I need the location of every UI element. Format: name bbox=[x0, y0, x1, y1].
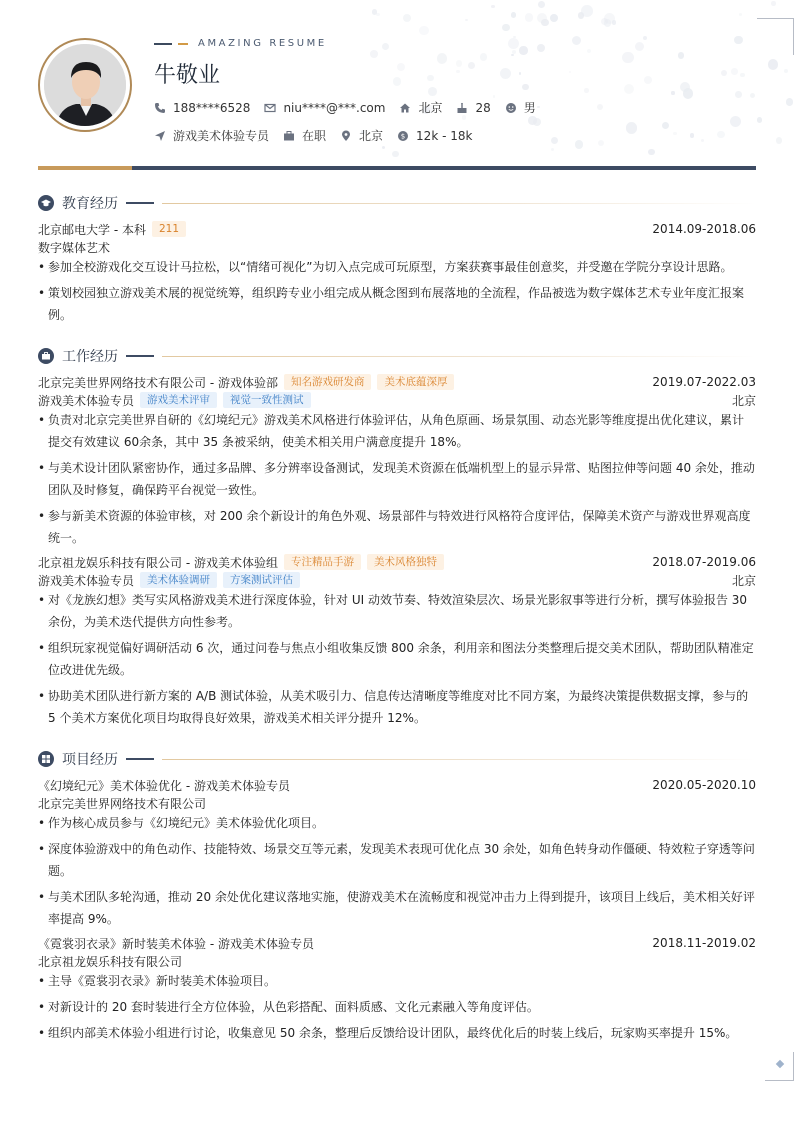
speckle-dot bbox=[508, 38, 519, 49]
bullet-text: 负责对北京完美世界自研的《幻境纪元》游戏美术风格进行体验评估，从角色原画、场景氛围、动态光影等维度提出优化建议，累计 bbox=[48, 413, 745, 427]
speckle-dot bbox=[701, 139, 704, 142]
section-rule bbox=[126, 355, 154, 357]
speckle-dot bbox=[597, 104, 603, 110]
speckle-dot bbox=[397, 63, 405, 71]
list-item-continuation bbox=[38, 611, 756, 633]
speckle-dot bbox=[730, 116, 741, 127]
divider-gold-segment bbox=[38, 166, 132, 170]
status-text: 在职 bbox=[302, 129, 327, 143]
speckle-dot bbox=[750, 93, 755, 98]
section-title: 工作经历 bbox=[62, 349, 118, 365]
education-major-row bbox=[38, 238, 756, 256]
money-icon bbox=[397, 130, 409, 142]
bullet-text: 对新设计的 20 套时装进行全方位体验，从色彩搭配、面料质感、文化元素融入等角度评估。 bbox=[48, 1000, 539, 1014]
speckle-dot bbox=[500, 68, 512, 80]
list-item: • 深度体验游戏中的角色动作、技能特效、场景交互等元素，发现美术表现可优化点 30 余处，如角色转身动作僵硬、特效粒子穿透等问 bbox=[38, 838, 756, 860]
speckle-dot bbox=[372, 9, 377, 14]
send-icon bbox=[154, 130, 166, 142]
speckle-dot bbox=[511, 54, 514, 57]
skill-tag: 美术体验调研 bbox=[140, 572, 217, 588]
speckle-dot bbox=[635, 42, 644, 51]
job-intent-row bbox=[154, 127, 486, 144]
speckle-dot bbox=[392, 151, 398, 157]
speckle-dot bbox=[662, 122, 669, 129]
bullet-text: 团队及时修复，确保跨平台视觉一致性。 bbox=[48, 483, 265, 497]
speckle-dot bbox=[776, 137, 783, 144]
major: 数字媒体艺术 bbox=[38, 240, 111, 255]
bullet-text: 策划校园独立游戏美术展的视觉统筹，组织跨专业小组完成从概念图到布展落地的全流程，作品被选为数字媒体艺术专业年度汇报案 bbox=[48, 286, 745, 300]
section-rule-fade bbox=[162, 356, 756, 357]
speckle-dot bbox=[768, 59, 779, 70]
speckle-dot bbox=[551, 148, 554, 151]
list-item: • 参与新美术资源的体验审核，对 200 余个新设计的角色外观、场景部件与特效进行风格符合度评估，保障美术资产与游戏世界观高度 bbox=[38, 505, 756, 527]
bullet-text: 参与新美术资源的体验审核，对 200 余个新设计的角色外观、场景部件与特效进行风格符合度评估，保障美术资产与游戏世界观高度 bbox=[48, 509, 751, 523]
education-school-row bbox=[38, 220, 756, 238]
bullet-text: 率提高 9%。 bbox=[48, 912, 119, 926]
list-item: • 参加全校游戏化交互设计马拉松，以“情绪可视化”为切入点完成可玩原型，方案获赛事最佳创意奖，并受邀在学院分享设计思路。 bbox=[38, 256, 756, 278]
target-city-item bbox=[340, 127, 383, 144]
header-divider bbox=[38, 166, 756, 170]
project-date: 2020.05-2020.10 bbox=[652, 778, 756, 792]
briefcase-icon bbox=[283, 130, 295, 142]
bullet-text: 余份，为美术迭代提供方向性参考。 bbox=[48, 615, 241, 629]
speckle-dot bbox=[493, 95, 495, 97]
bullet-text: 位改进优先级。 bbox=[48, 663, 133, 677]
speckle-dot bbox=[519, 46, 527, 54]
speckle-dot bbox=[648, 149, 654, 155]
age-text: 28 bbox=[475, 100, 491, 115]
list-item: • 负责对北京完美世界自研的《幻境纪元》游戏美术风格进行体验评估，从角色原画、场景氛围、动态光影等维度提出优化建议，累计 bbox=[38, 409, 756, 431]
speckle-dot bbox=[643, 36, 647, 40]
speckle-dot bbox=[587, 49, 591, 53]
city-text: 北京 bbox=[418, 101, 443, 115]
speckle-dot bbox=[673, 132, 676, 135]
mail-icon bbox=[264, 102, 276, 114]
speckle-dot bbox=[491, 5, 495, 9]
work-position-row bbox=[38, 391, 756, 409]
speckle-dot bbox=[370, 50, 378, 58]
speckle-dot bbox=[551, 137, 558, 144]
gender-item bbox=[505, 99, 536, 116]
skill-tag: 方案测试评估 bbox=[223, 572, 300, 588]
speckle-dot bbox=[598, 140, 605, 147]
speckle-dot bbox=[717, 131, 724, 138]
speckle-dot bbox=[550, 14, 558, 22]
company-tag: 知名游戏研发商 bbox=[284, 374, 372, 390]
speckle-dot bbox=[393, 77, 402, 86]
project-date: 2018.11-2019.02 bbox=[652, 936, 756, 950]
speckle-dot bbox=[519, 72, 522, 75]
bullet-text: 与美术团队多轮沟通，推动 20 余处优化建议落地实施，使游戏美术在流畅度和视觉冲击力上得到提升，该项目上线后，美术相关好评 bbox=[48, 890, 755, 904]
list-item-continuation bbox=[38, 527, 756, 549]
list-item-continuation bbox=[38, 479, 756, 501]
salary-item bbox=[397, 129, 472, 143]
candidate-name: 牛敬业 bbox=[154, 63, 221, 88]
list-item-continuation bbox=[38, 908, 756, 930]
project-company: 北京完美世界网络技术有限公司 bbox=[38, 796, 207, 811]
email-text: niu****@***.com bbox=[283, 100, 386, 115]
speckle-dot bbox=[771, 1, 776, 6]
tagline-text: AMAZING RESUME bbox=[198, 38, 327, 49]
grid-icon bbox=[38, 751, 54, 767]
briefcase-icon bbox=[38, 348, 54, 364]
avatar bbox=[38, 38, 132, 132]
school-tag: 211 bbox=[152, 221, 186, 237]
bullet-text: 与美术设计团队紧密协作，通过多品牌、多分辨率设备测试，发现美术资源在低端机型上的显示异常、贴图拉伸等问题 40 余处，推动 bbox=[48, 461, 755, 475]
bullet-text: 组织内部美术体验小组进行讨论，收集意见 50 余条，整理后反馈给设计团队，最终优化后的时装上线后，玩家购买率提升 15%。 bbox=[48, 1026, 738, 1040]
school-name: 北京邮电大学 - 本科 bbox=[38, 222, 146, 237]
bullet-text: 深度体验游戏中的角色动作、技能特效、场景交互等元素，发现美术表现可优化点 30 余处，如角色转身动作僵硬、特效粒子穿透等问 bbox=[48, 842, 755, 856]
section-work bbox=[38, 346, 756, 366]
speckle-dot bbox=[480, 53, 487, 60]
list-item-continuation bbox=[38, 659, 756, 681]
speckle-dot bbox=[538, 1, 545, 8]
speckle-dot bbox=[528, 116, 537, 125]
tagline-bar bbox=[154, 43, 172, 45]
company-tag: 美术风格独特 bbox=[367, 554, 444, 570]
speckle-dot bbox=[456, 60, 462, 66]
bullet-text: 作为核心成员参与《幻境纪元》美术体验优化项目。 bbox=[48, 816, 325, 830]
speckle-dot bbox=[671, 91, 674, 94]
list-item: • 与美术设计团队紧密协作，通过多品牌、多分辨率设备测试，发现美术资源在低端机型上的显示异常、贴图拉伸等问题 40 余处，推动 bbox=[38, 457, 756, 479]
speckle-dot bbox=[584, 88, 588, 92]
resume-tagline bbox=[154, 38, 327, 49]
speckle-dot bbox=[569, 71, 571, 73]
company-tag: 专注精品手游 bbox=[284, 554, 361, 570]
company-name: 北京完美世界网络技术有限公司 - 游戏体验部 bbox=[38, 375, 278, 390]
section-projects bbox=[38, 749, 756, 769]
speckle-dot bbox=[522, 84, 528, 90]
list-item-continuation bbox=[38, 860, 756, 882]
work-location: 北京 bbox=[731, 393, 756, 408]
speckle-dot bbox=[427, 75, 434, 82]
divider-navy-segment bbox=[132, 166, 756, 170]
section-rule bbox=[126, 758, 154, 760]
speckle-dot bbox=[468, 62, 475, 69]
location-pin-icon bbox=[340, 130, 352, 142]
list-item: • 组织内部美术体验小组进行讨论，收集意见 50 余条，整理后反馈给设计团队，最终优化后的时装上线后，玩家购买率提升 15%。 bbox=[38, 1022, 756, 1044]
list-item: • 组织玩家视觉偏好调研活动 6 次，通过问卷与焦点小组收集反馈 800 余条，利用亲和图法分类整理后提交美术团队，帮助团队精准定 bbox=[38, 637, 756, 659]
speckle-dot bbox=[572, 36, 581, 45]
speckle-dot bbox=[419, 26, 429, 36]
section-title: 项目经历 bbox=[62, 752, 118, 768]
phone-item bbox=[154, 101, 250, 115]
speckle-dot bbox=[428, 87, 437, 96]
speckle-dot bbox=[786, 98, 793, 105]
speckle-dot bbox=[437, 53, 447, 63]
speckle-dot bbox=[624, 84, 634, 94]
speckle-dot bbox=[511, 12, 517, 18]
tagline-bar-accent bbox=[178, 43, 188, 45]
list-item: • 协助美术团队进行新方案的 A/B 测试体验，从美术吸引力、信息传达清晰度等维度对比不同方案，为最终决策提供数据支撑，参与的 bbox=[38, 685, 756, 707]
position-name: 游戏美术体验专员 bbox=[38, 393, 135, 408]
section-education bbox=[38, 193, 756, 213]
speckle-dot bbox=[784, 69, 788, 73]
list-item-continuation bbox=[38, 707, 756, 729]
bullet-text: 统一。 bbox=[48, 531, 85, 545]
bullet-text: 对《龙族幻想》类写实风格游戏美术进行深度体验，针对 UI 动效节奏、特效渲染层次、场景光影叙事等进行分析，撰写体验报告 30 bbox=[48, 593, 748, 607]
speckle-dot bbox=[612, 20, 617, 25]
list-item: • 对《龙族幻想》类写实风格游戏美术进行深度体验，针对 UI 动效节奏、特效渲染层次、场景光影叙事等进行分析，撰写体验报告 30 bbox=[38, 589, 756, 611]
work-date: 2019.07-2022.03 bbox=[652, 375, 756, 389]
skill-tag: 视觉一致性测试 bbox=[223, 392, 311, 408]
speckle-dot bbox=[465, 19, 467, 21]
work-company-row bbox=[38, 553, 756, 571]
speckle-dot bbox=[740, 73, 744, 77]
speckle-dot bbox=[604, 19, 612, 27]
speckle-dot bbox=[721, 70, 727, 76]
home-icon bbox=[399, 102, 411, 114]
position-name: 游戏美术体验专员 bbox=[38, 573, 135, 588]
target-position-text: 游戏美术体验专员 bbox=[173, 129, 270, 143]
target-city-text: 北京 bbox=[359, 129, 384, 143]
speckle-dot bbox=[575, 140, 584, 149]
speckle-dot bbox=[456, 70, 459, 73]
bullet-text: 题。 bbox=[48, 864, 73, 878]
list-item: • 对新设计的 20 套时装进行全方位体验，从色彩搭配、面料质感、文化元素融入等角度评估。 bbox=[38, 996, 756, 1018]
speckle-dot bbox=[622, 52, 634, 64]
graduation-cap-icon bbox=[38, 195, 54, 211]
project-title-row bbox=[38, 934, 756, 952]
corner-bracket-top bbox=[757, 18, 794, 55]
project-company-row bbox=[38, 952, 756, 970]
age-item bbox=[456, 101, 490, 115]
speckle-dot bbox=[757, 117, 763, 123]
speckle-dot bbox=[690, 133, 695, 138]
bullet-text: 组织玩家视觉偏好调研活动 6 次，通过问卷与焦点小组收集反馈 800 余条，利用亲和图法分类整理后提交美术团队，帮助团队精准定 bbox=[48, 641, 754, 655]
section-rule-fade bbox=[162, 203, 756, 204]
bullet-text: 例。 bbox=[48, 308, 73, 322]
project-title-row bbox=[38, 776, 756, 794]
phone-icon bbox=[154, 102, 166, 114]
city-item bbox=[399, 99, 442, 116]
email-item bbox=[264, 101, 385, 115]
bullet-text: 协助美术团队进行新方案的 A/B 测试体验，从美术吸引力、信息传达清晰度等维度对比不同方案，为最终决策提供数据支撑，参与的 bbox=[48, 689, 749, 703]
speckle-dot bbox=[382, 43, 389, 50]
speckle-dot bbox=[525, 13, 533, 21]
list-item: • 与美术团队多轮沟通，推动 20 余处优化建议落地实施，使游戏美术在流畅度和视觉冲击力上得到提升，该项目上线后，美术相关好评 bbox=[38, 886, 756, 908]
svg-text:$: $ bbox=[400, 132, 406, 140]
salary-text: 12k - 18k bbox=[416, 128, 473, 143]
bullet-text: 提交有效建议 60余条，其中 35 条被采纳，使美术相关用户满意度提升 18%。 bbox=[48, 435, 469, 449]
speckle-dot bbox=[734, 36, 743, 45]
speckle-dot bbox=[382, 146, 386, 150]
speckle-dot bbox=[735, 91, 742, 98]
status-item bbox=[283, 127, 326, 144]
speckle-dot bbox=[739, 13, 742, 16]
target-position-item bbox=[154, 127, 269, 144]
smiley-icon bbox=[505, 102, 517, 114]
section-title: 教育经历 bbox=[62, 196, 118, 212]
speckle-dot bbox=[731, 68, 737, 74]
speckle-dot bbox=[502, 24, 509, 31]
contact-info-row bbox=[154, 99, 550, 116]
bullet-text: 5 个美术方案优化项目均取得良好效果，游戏美术相关评分提升 12%。 bbox=[48, 711, 426, 725]
list-item-continuation bbox=[38, 304, 756, 326]
speckle-dot bbox=[403, 14, 411, 22]
section-rule bbox=[126, 202, 154, 204]
section-rule-fade bbox=[162, 759, 756, 760]
project-name: 《幻境纪元》美术体验优化 - 游戏美术体验专员 bbox=[38, 778, 290, 793]
work-position-row bbox=[38, 571, 756, 589]
list-item: • 策划校园独立游戏美术展的视觉统筹，组织跨专业小组完成从概念图到布展落地的全流程，作品被选为数字媒体艺术专业年度汇报案 bbox=[38, 282, 756, 304]
cake-icon bbox=[456, 102, 468, 114]
bullet-text: 主导《霓裳羽衣录》新时装美术体验项目。 bbox=[48, 974, 277, 988]
project-company: 北京祖龙娱乐科技有限公司 bbox=[38, 954, 183, 969]
project-company-row bbox=[38, 794, 756, 812]
work-location: 北京 bbox=[731, 573, 756, 588]
list-item: • 主导《霓裳羽衣录》新时装美术体验项目。 bbox=[38, 970, 756, 992]
speckle-dot bbox=[683, 88, 693, 98]
gender-text: 男 bbox=[523, 101, 536, 115]
bullet-text: 参加全校游戏化交互设计马拉松，以“情绪可视化”为切入点完成可玩原型，方案获赛事最佳创意奖，并受邀在学院分享设计思路。 bbox=[48, 260, 733, 274]
skill-tag: 游戏美术评审 bbox=[140, 392, 217, 408]
list-item: • 作为核心成员参与《幻境纪元》美术体验优化项目。 bbox=[38, 812, 756, 834]
project-name: 《霓裳羽衣录》新时装美术体验 - 游戏美术体验专员 bbox=[38, 936, 314, 951]
speckle-dot bbox=[581, 5, 593, 17]
avatar-photo bbox=[44, 44, 126, 126]
speckle-dot bbox=[626, 122, 637, 133]
company-tag: 美术底蕴深厚 bbox=[377, 374, 454, 390]
work-company-row bbox=[38, 373, 756, 391]
speckle-dot bbox=[537, 44, 545, 52]
speckle-dot bbox=[644, 76, 652, 84]
list-item-continuation bbox=[38, 431, 756, 453]
phone-text: 188****6528 bbox=[173, 100, 251, 115]
work-date: 2018.07-2019.06 bbox=[652, 555, 756, 569]
education-date: 2014.09-2018.06 bbox=[652, 222, 756, 236]
company-name: 北京祖龙娱乐科技有限公司 - 游戏美术体验组 bbox=[38, 555, 278, 570]
speckle-dot bbox=[678, 52, 685, 59]
